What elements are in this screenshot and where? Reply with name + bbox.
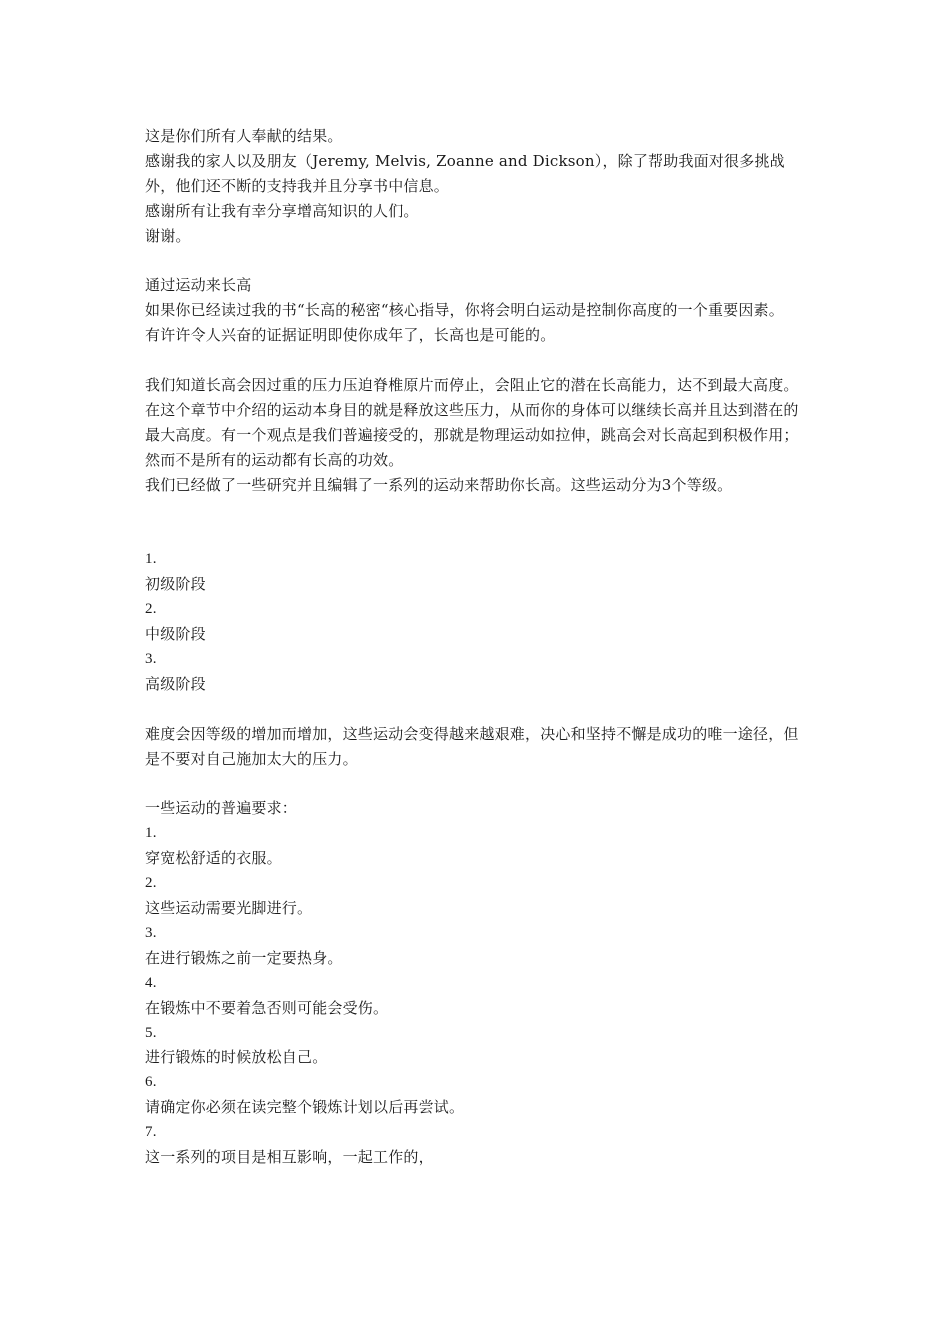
list-number: 6. (145, 1074, 157, 1091)
exercise-section (145, 273, 810, 497)
list-number: 1. (145, 551, 157, 568)
ack-thanks-family: 感谢我的家人以及朋友（Jeremy, Melvis, Zoanne and Dickson），除了帮助我面对很多挑战外，他们还不断的支持我并且分享书中信息。 (145, 151, 785, 195)
paragraph: 我们已经做了一些研究并且编辑了一系列的运动来帮助你长高。这些运动分为3个等级。 (145, 475, 733, 494)
list-item: 中级阶段 (145, 625, 206, 644)
list-number: 1. (145, 825, 157, 842)
blank-line (145, 498, 810, 548)
list-number: 4. (145, 974, 157, 991)
ack-line: 这是你们所有人奉献的结果。 (145, 127, 343, 145)
levels-list (145, 547, 810, 696)
requirements-heading: 一些运动的普遍要求： (145, 799, 298, 818)
list-item: 在进行锻炼之前一定要热身。 (145, 948, 343, 967)
ack-closing: 谢谢。 (145, 226, 191, 245)
ack-thanks-all: 感谢所有让我有幸分享增高知识的人们。 (145, 201, 419, 220)
paragraph: 有许许令人兴奋的证据证明即使你成年了，长高也是可能的。 (145, 326, 556, 345)
list-item: 请确定你必须在读完整个锻炼计划以后再尝试。 (145, 1098, 465, 1117)
paragraph: 在这个章节中介绍的运动本身目的就是释放这些压力，从而你的身体可以继续长高并且达到潜在的最大高度。有一个观点是我们普遍接受的，那就是物理运动如拉伸，跳高会对长高起到积极作用；然而不是所有的运动都有长高的功效。 (145, 400, 799, 469)
section-heading: 通过运动来长高 (145, 276, 252, 295)
list-item: 进行锻炼的时候放松自己。 (145, 1048, 328, 1067)
difficulty-note: 难度会因等级的增加而增加，这些运动会变得越来越艰难，决心和坚持不懈是成功的唯一途径，但是不要对自己施加太大的压力。 (145, 724, 799, 768)
list-item: 穿宽松舒适的衣服。 (145, 849, 282, 868)
list-number: 3. (145, 924, 157, 941)
paragraph: 如果你已经读过我的书“长高的秘密“核心指导，你将会明白运动是控制你高度的一个重要因素。 (145, 301, 784, 320)
list-item: 在锻炼中不要着急否则可能会受伤。 (145, 998, 389, 1017)
list-number: 2. (145, 601, 157, 618)
blank-line (145, 772, 810, 797)
requirements-section (145, 796, 810, 1170)
list-item: 这一系列的项目是相互影响，一起工作的， (145, 1148, 434, 1167)
blank-line (145, 249, 810, 274)
list-item: 这些运动需要光脚进行。 (145, 899, 313, 918)
list-item: 初级阶段 (145, 575, 206, 594)
blank-line (145, 348, 810, 373)
blank-line (145, 697, 810, 722)
acknowledgements-section (145, 124, 810, 249)
list-number: 2. (145, 875, 157, 892)
list-number: 5. (145, 1024, 157, 1041)
document-page (145, 124, 810, 1170)
paragraph: 我们知道长高会因过重的压力压迫脊椎原片而停止，会阻止它的潜在长高能力，达不到最大高度。 (145, 376, 799, 395)
list-number: 7. (145, 1124, 157, 1141)
list-number: 3. (145, 650, 157, 667)
list-item: 高级阶段 (145, 674, 206, 693)
